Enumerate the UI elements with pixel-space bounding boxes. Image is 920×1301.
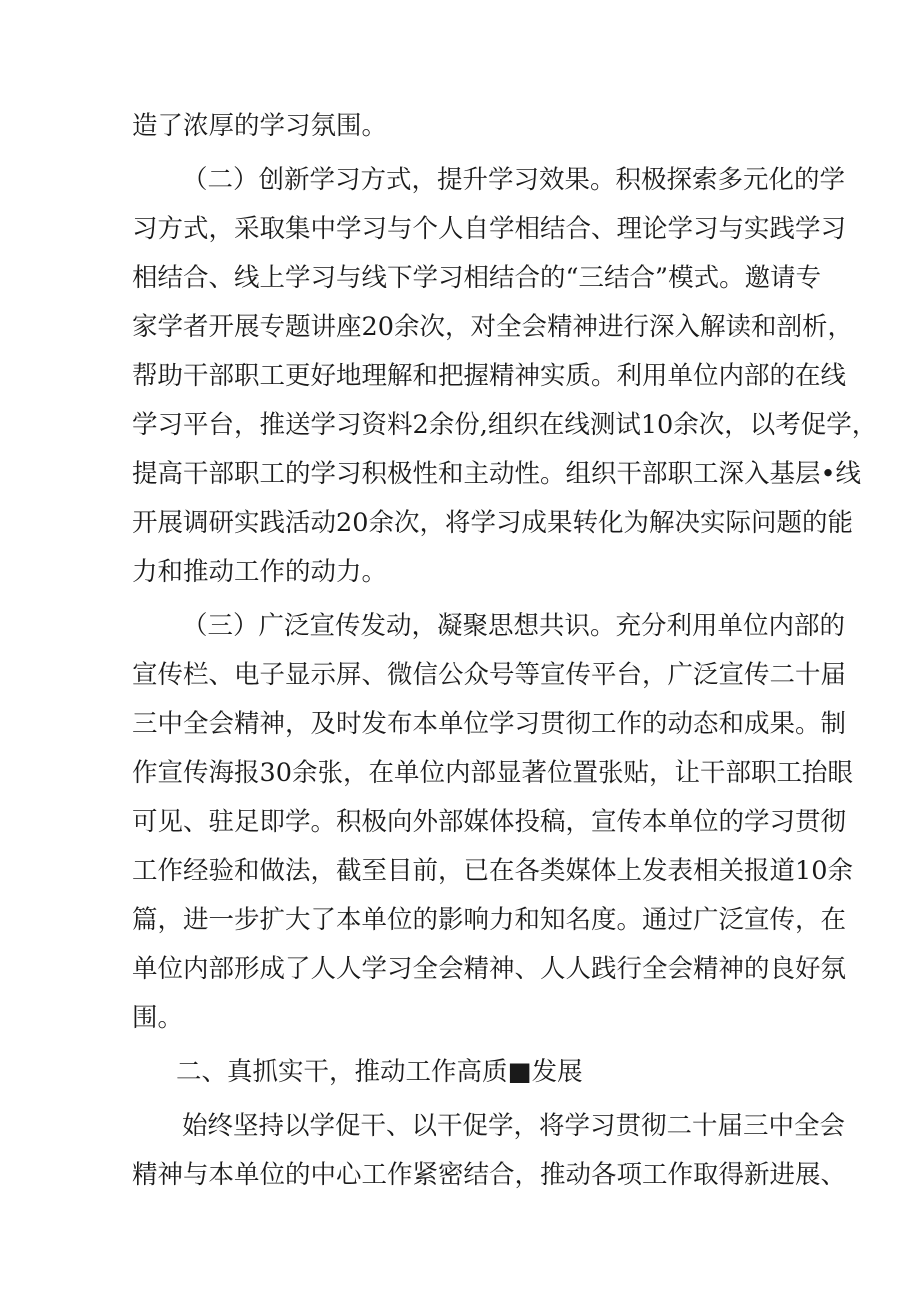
paragraph-line: 精神与本单位的中心工作紧密结合，推动各项工作取得新进展、 xyxy=(132,1160,847,1190)
paragraph-line: 可见、驻足即学。积极向外部媒体投稿，宣传本单位的学习贯彻 xyxy=(132,807,847,837)
paragraph-line: 始终坚持以学促干、以干促学，将学习贯彻二十届三中全会 xyxy=(182,1111,846,1141)
paragraph-line: 围。 xyxy=(132,1003,184,1033)
paragraph-line: 单位内部形成了人人学习全会精神、人人践行全会精神的良好氛 xyxy=(132,954,847,984)
section-heading-line: （二）创新学习方式，提升学习效果。积极探索多元化的学 xyxy=(182,165,846,195)
paragraph-line: 学习平台，推送学习资料2余份,组织在线测试10余次，以考促学， xyxy=(132,410,878,440)
paragraph-line: 三中全会精神，及时发布本单位学习贯彻工作的动态和成果。制 xyxy=(132,709,847,739)
paragraph-line: 作宣传海报30余张，在单位内部显著位置张贴，让干部职工抬眼 xyxy=(132,758,853,788)
paragraph-line: 帮助干部职工更好地理解和把握精神实质。利用单位内部的在线 xyxy=(132,361,847,391)
paragraph-line: 提高干部职工的学习积极性和主动性。组织干部职工深入基层•线 xyxy=(132,459,862,489)
paragraph-line: 造了浓厚的学习氛围。 xyxy=(132,111,388,141)
paragraph-line: 宣传栏、电子显示屏、微信公众号等宣传平台，广泛宣传二十届 xyxy=(132,660,847,690)
paragraph-line: 家学者开展专题讲座20余次，对全会精神进行深入解读和剖析， xyxy=(132,312,853,342)
paragraph-line: 工作经验和做法，截至目前，已在各类媒体上发表相关报道10余 xyxy=(132,856,853,886)
paragraph-line: 篇，进一步扩大了本单位的影响力和知名度。通过广泛宣传，在 xyxy=(132,905,847,935)
paragraph-line: 相结合、线上学习与线下学习相结合的“三结合”模式。邀请专 xyxy=(132,263,822,293)
paragraph-line: 力和推动工作的动力。 xyxy=(132,557,388,587)
paragraph-line: 开展调研实践活动20余次，将学习成果转化为解决实际问题的能 xyxy=(132,508,853,538)
section-heading-line: （三）广泛宣传发动，凝聚思想共识。充分利用单位内部的 xyxy=(182,611,846,641)
major-heading-line: 二、真抓实干，推动工作高质■发展 xyxy=(176,1057,583,1087)
paragraph-line: 习方式，采取集中学习与个人自学相结合、理论学习与实践学习 xyxy=(132,214,847,244)
